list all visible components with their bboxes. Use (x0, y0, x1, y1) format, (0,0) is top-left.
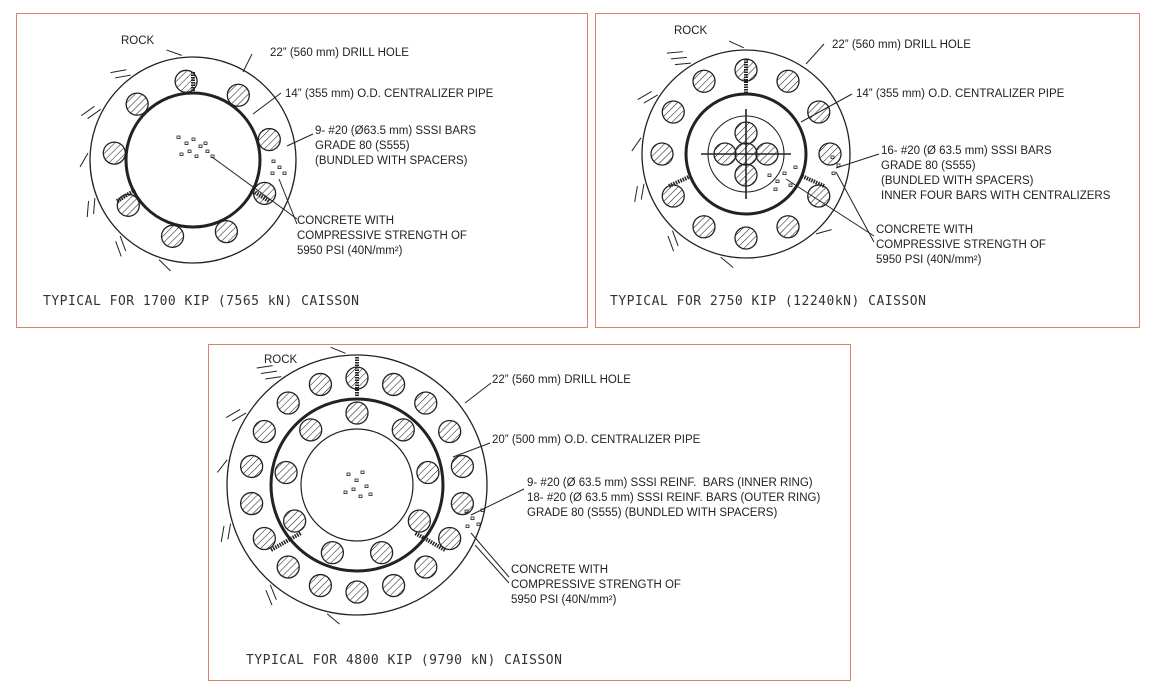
leader-line (465, 383, 491, 403)
aggregate (774, 188, 777, 191)
rock-hatch (228, 524, 231, 540)
aggregate (347, 473, 350, 476)
reinforcing-bar (392, 419, 414, 441)
leader-line (836, 172, 874, 242)
aggregate (180, 153, 183, 156)
reinforcing-bar (277, 392, 299, 414)
rock-hatch (721, 257, 733, 267)
rock-hatch (80, 153, 88, 167)
caisson-section-1700kip (16, 13, 588, 328)
rock-hatch (641, 184, 644, 200)
reinforcing-bar (415, 556, 437, 578)
reinforcing-bar (819, 143, 841, 165)
reinforcing-bar (309, 575, 331, 597)
rock-hatch (217, 460, 227, 473)
rock-hatch (261, 371, 277, 373)
rock-hatch (265, 377, 281, 379)
reinforcing-bar (417, 461, 439, 483)
bars-label: 9- #20 (Ø63.5 mm) SSSI BARS GRADE 80 (S555) (BUNDLED WITH SPACERS) (315, 125, 477, 167)
reinforcing-bar (651, 143, 673, 165)
rock-hatch (327, 614, 339, 624)
rock-hatch (115, 75, 131, 78)
drill-hole-label: 22” (560 mm) DRILL HOLE (832, 39, 971, 51)
aggregate (185, 142, 188, 145)
leader-line (279, 179, 297, 224)
section-drawing (17, 14, 589, 329)
reinforcing-bar (175, 70, 197, 92)
aggregate (369, 493, 372, 496)
reinforcing-bar (275, 461, 297, 483)
aggregate (278, 166, 281, 169)
rock-hatch (226, 409, 240, 417)
concrete-label: CONCRETE WITH COMPRESSIVE STRENGTH OF 5950 PSI (40N/mm²) (876, 224, 1046, 266)
reinforcing-bar (284, 510, 306, 532)
spacer (802, 176, 824, 186)
section-caption: TYPICAL FOR 4800 KIP (9790 kN) CAISSON (246, 653, 563, 668)
aggregate (355, 479, 358, 482)
leader-line (806, 44, 824, 64)
leader-line (471, 533, 509, 577)
reinforcing-bar (300, 419, 322, 441)
reinforcing-bar (777, 216, 799, 238)
aggregate (177, 136, 180, 139)
reinforcing-bar (321, 542, 343, 564)
aggregate (271, 172, 274, 175)
rock-hatch (675, 63, 691, 64)
reinforcing-bar (451, 455, 473, 477)
leader-line (475, 545, 509, 583)
aggregate (837, 164, 840, 167)
aggregate (789, 184, 792, 187)
reinforcing-bar (439, 528, 461, 550)
rock-hatch (729, 41, 744, 48)
centralizer-pipe-label: 14” (355 mm) O.D. CENTRALIZER PIPE (856, 88, 1065, 100)
aggregate (199, 145, 202, 148)
concrete-label: CONCRETE WITH COMPRESSIVE STRENGTH OF 5950 PSI (40N/mm²) (511, 564, 681, 606)
reinforcing-bar (408, 510, 430, 532)
aggregate (794, 166, 797, 169)
inner-ring-line (301, 429, 413, 541)
rock-label: ROCK (121, 35, 155, 47)
bars-label: 16- #20 (Ø 63.5 mm) SSSI BARS GRADE 80 (S555) (BUNDLED WITH SPACERS) INNER FOUR BARS WITH CENTRALIZERS (881, 145, 1111, 202)
reinforcing-bar (309, 373, 331, 395)
reinforcing-bar (346, 402, 368, 424)
reinforcing-bar (241, 455, 263, 477)
rock-hatch (667, 52, 683, 53)
rock-hatch (266, 590, 272, 605)
caisson-section-4800kip (208, 344, 851, 681)
aggregate (783, 172, 786, 175)
rock-hatch (671, 57, 687, 58)
rock-hatch (94, 198, 95, 214)
section-caption: TYPICAL FOR 1700 KIP (7565 kN) CAISSON (43, 294, 360, 309)
aggregate (206, 150, 209, 153)
reinforcing-bar (346, 581, 368, 603)
aggregate (283, 172, 286, 175)
section-caption: TYPICAL FOR 2750 KIP (12240kN) CAISSON (610, 294, 927, 309)
reinforcing-bar (253, 528, 275, 550)
reinforcing-bar (693, 216, 715, 238)
rock-hatch (116, 241, 122, 256)
rock-hatch (816, 230, 832, 234)
aggregate (188, 150, 191, 153)
aggregate (768, 174, 771, 177)
leader-line (287, 134, 313, 146)
rock-hatch (635, 186, 638, 202)
aggregate (344, 491, 347, 494)
aggregate (272, 160, 275, 163)
aggregate (365, 485, 368, 488)
leader-line (253, 93, 281, 114)
centralizer-pipe (126, 93, 260, 227)
aggregate (204, 142, 207, 145)
reinforcing-bar (451, 493, 473, 515)
rock-hatch (638, 91, 652, 99)
reinforcing-bar (383, 373, 405, 395)
aggregate (466, 525, 469, 528)
reinforcing-bar (693, 70, 715, 92)
rock-hatch (166, 50, 181, 55)
rock-hatch (331, 347, 346, 353)
leader-line (212, 157, 297, 219)
drill-hole (227, 355, 487, 615)
rock-hatch (632, 138, 641, 151)
rock-hatch (81, 106, 94, 115)
centralizer-pipe-label: 20” (500 mm) O.D. CENTRALIZER PIPE (492, 434, 701, 446)
reinforcing-bar (383, 575, 405, 597)
reinforcing-bar (735, 227, 757, 249)
reinforcing-bar (117, 194, 139, 216)
leader-line (243, 54, 252, 72)
aggregate (195, 155, 198, 158)
aggregate (776, 180, 779, 183)
reinforcing-bar (662, 185, 684, 207)
rock-hatch (111, 70, 127, 73)
caisson-section-2750kip (595, 13, 1140, 328)
aggregate (192, 138, 195, 141)
leader-line (836, 154, 879, 168)
reinforcing-bar (227, 84, 249, 106)
centralizer-pipe (271, 399, 443, 571)
reinforcing-bar (241, 493, 263, 515)
reinforcing-bar (126, 93, 148, 115)
rock-label: ROCK (674, 25, 708, 37)
aggregate (352, 488, 355, 491)
concrete-label: CONCRETE WITH COMPRESSIVE STRENGTH OF 5950 PSI (40N/mm²) (297, 215, 467, 257)
aggregate (477, 523, 480, 526)
rock-hatch (159, 260, 170, 271)
rock-hatch (221, 526, 224, 542)
drill-hole-label: 22” (560 mm) DRILL HOLE (492, 374, 631, 386)
drill-hole-label: 22” (560 mm) DRILL HOLE (270, 47, 409, 59)
reinforcing-bar (371, 542, 393, 564)
aggregate (361, 471, 364, 474)
reinforcing-bar (162, 225, 184, 247)
rock-hatch (120, 236, 126, 251)
rock-hatch (668, 236, 674, 251)
centralizer-pipe-label: 14” (355 mm) O.D. CENTRALIZER PIPE (285, 88, 494, 100)
aggregate (471, 517, 474, 520)
rock-hatch (87, 201, 88, 217)
reinforcing-bar (103, 142, 125, 164)
reinforcing-bar (415, 392, 437, 414)
reinforcing-bar (215, 221, 237, 243)
reinforcing-bar (253, 421, 275, 443)
reinforcing-bar (808, 185, 830, 207)
reinforcing-bar (662, 101, 684, 123)
spacer (669, 176, 691, 186)
aggregate (832, 172, 835, 175)
leader-line (453, 443, 490, 457)
reinforcing-bar (439, 421, 461, 443)
aggregate (359, 495, 362, 498)
reinforcing-bar (277, 556, 299, 578)
rock-hatch (673, 231, 679, 246)
bars-label: 9- #20 (Ø 63.5 mm) SSSI REINF. BARS (INNER RING) 18- #20 (Ø 63.5 mm) SSSI REINF. BARS (OUTER RING) GRADE 80 (S555) (BUNDLED WITH SPACERS) (527, 477, 821, 519)
rock-label: ROCK (264, 354, 298, 366)
reinforcing-bar (258, 129, 280, 151)
reinforcing-bar (777, 70, 799, 92)
leader-line (471, 489, 524, 515)
